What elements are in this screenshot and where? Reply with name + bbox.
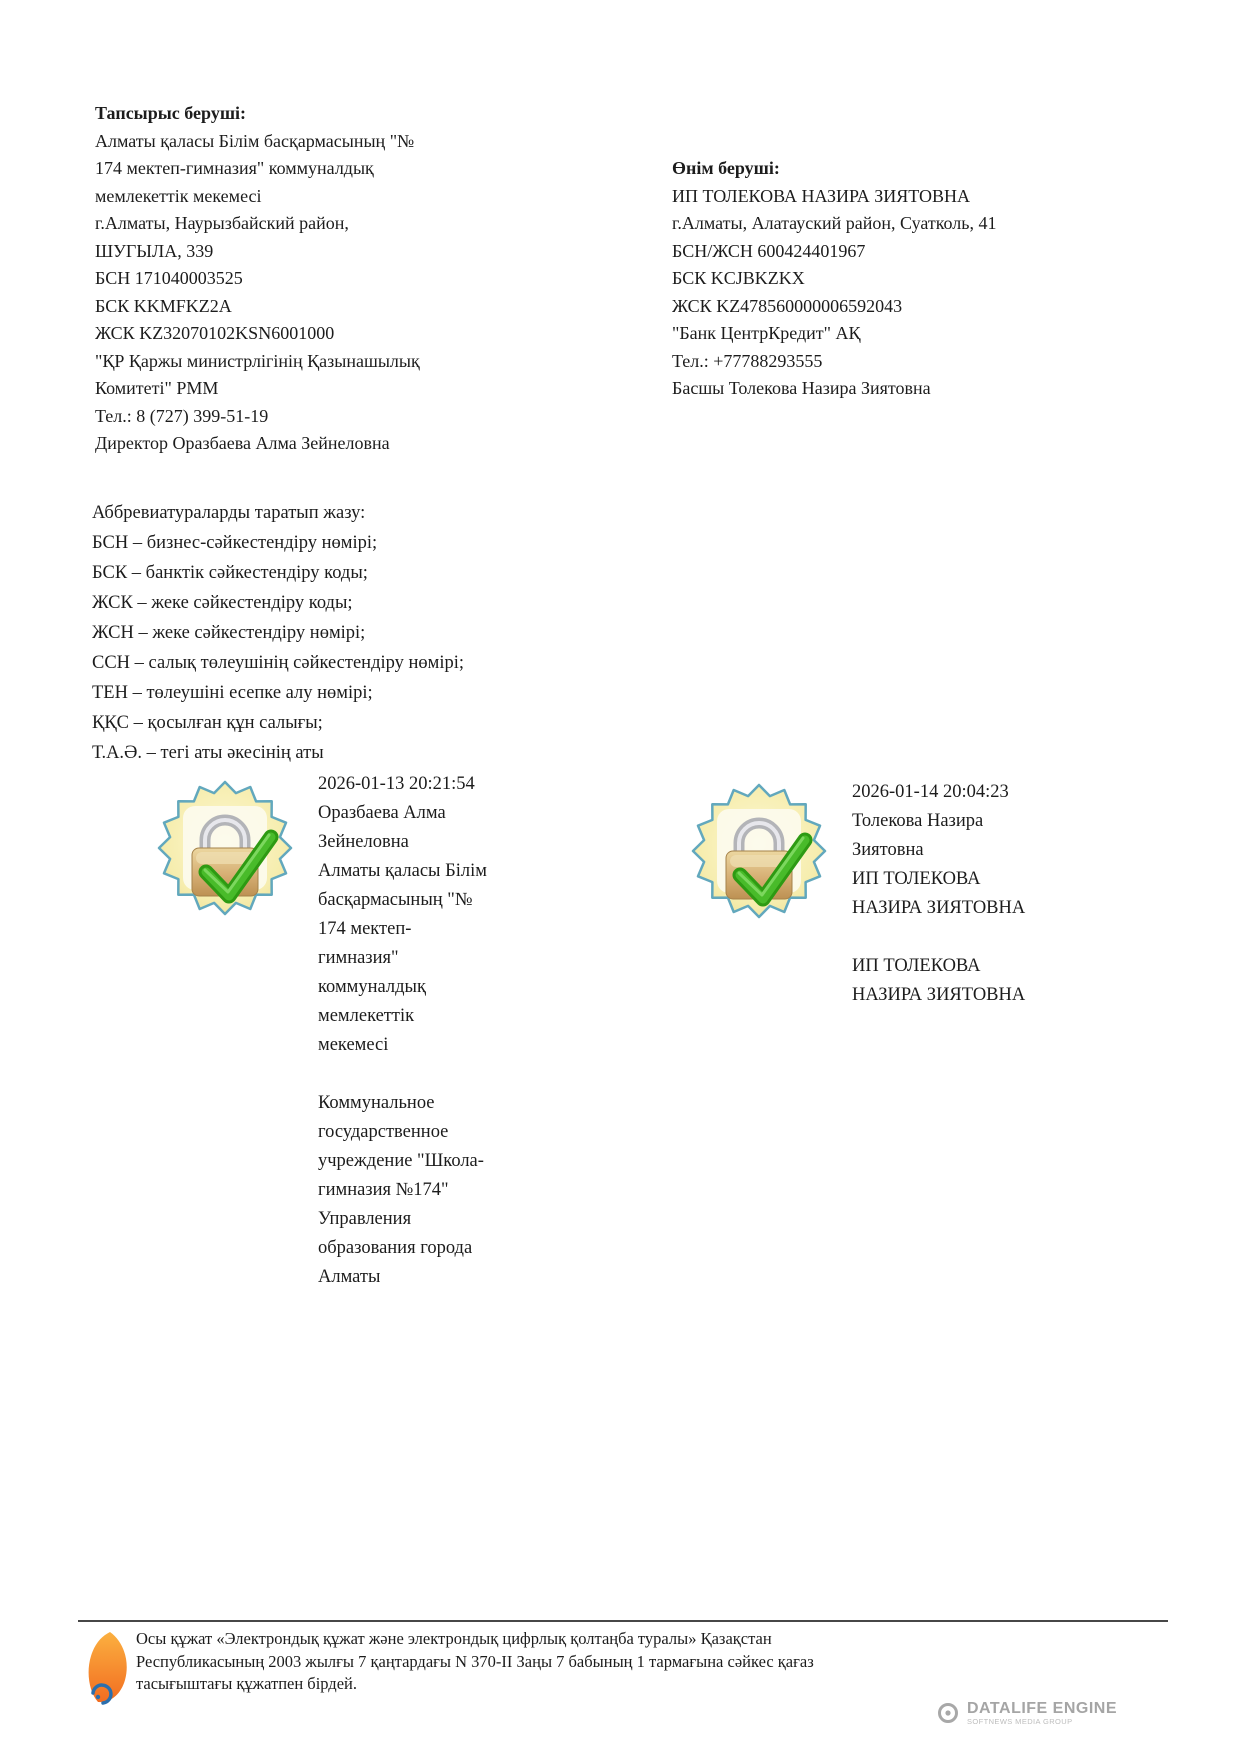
customer-signature-seal-icon (150, 773, 300, 923)
supplier-signature-seal-icon (684, 776, 834, 926)
watermark-brand: DATALIFE ENGINE (967, 1700, 1118, 1717)
signature-line: Толекова Назира (852, 811, 984, 831)
signature-line: мекемесі (318, 1035, 389, 1055)
footer-line: Осы құжат «Электрондық құжат және электрондық цифрлық қолтаңба туралы» Қазақстан (136, 1629, 772, 1648)
signature-line: учреждение "Школа- (318, 1151, 484, 1171)
signature-line: Коммунальное (318, 1093, 435, 1113)
signature-line: басқармасының "№ (318, 890, 473, 910)
abbreviations-section (92, 498, 464, 768)
customer-line: "ҚР Қаржы министрлігінің Қазынашылық (95, 350, 420, 371)
customer-signature-block (318, 770, 487, 1292)
supplier-signature-block (852, 778, 1025, 1010)
signature-line: Управления (318, 1209, 412, 1229)
customer-line: Тел.: 8 (727) 399-51-19 (95, 405, 269, 426)
datalife-gear-icon (936, 1701, 960, 1725)
abbreviations-title: Аббревиатураларды таратып жазу: (92, 503, 366, 523)
signature-line: НАЗИРА ЗИЯТОВНА (852, 985, 1026, 1005)
supplier-line: Басшы Толекова Назира Зиятовна (672, 378, 931, 398)
signature-line: НАЗИРА ЗИЯТОВНА (852, 898, 1026, 918)
abbreviation-item: ЖСК – жеке сәйкестендіру коды; (92, 593, 353, 613)
signature-line: Алматы (318, 1267, 381, 1287)
supplier-line: БСН/ЖСН 600424401967 (672, 240, 866, 261)
customer-lines (95, 128, 420, 458)
signature-line: Зиятовна (852, 840, 924, 860)
supplier-lines (672, 183, 997, 403)
lock-check-seal-icon (684, 776, 834, 926)
supplier-section (672, 155, 997, 403)
footer-divider (78, 1620, 1168, 1622)
signature-timestamp: 2026-01-14 20:04:23 (852, 782, 1009, 802)
supplier-line: Тел.: +77788293555 (672, 350, 823, 371)
supplier-line: БСК KCJBKZKX (672, 268, 805, 288)
footer-legal-text (136, 1628, 814, 1696)
customer-line: г.Алматы, Наурызбайский район, (95, 213, 349, 233)
abbreviation-item: ТЕН – төлеушіні есепке алу нөмірі; (92, 683, 373, 703)
customer-line: ЖСК KZ32070102KSN6001000 (95, 323, 335, 343)
abbreviation-item: БСК – банктік сәйкестендіру коды; (92, 563, 368, 583)
signature-line: Зейнеловна (318, 832, 409, 852)
signature-line: гимназия" (318, 948, 399, 968)
abbreviation-item: Т.А.Ә. – тегі аты әкесінің аты (92, 743, 324, 763)
footer-line: тасығыштағы құжатпен бірдей. (136, 1674, 357, 1693)
lock-check-seal-icon (150, 773, 300, 923)
customer-line: Директор Оразбаева Алма Зейнеловна (95, 433, 390, 453)
footer-lines (136, 1628, 814, 1696)
customer-line: БСК KKMFKZ2A (95, 295, 232, 316)
supplier-line: ИП ТОЛЕКОВА НАЗИРА ЗИЯТОВНА (672, 185, 971, 206)
signature-line: образования города (318, 1238, 473, 1258)
datalife-text (967, 1700, 1117, 1726)
signature-line (852, 923, 1025, 952)
abbreviation-item: ЖСН – жеке сәйкестендіру нөмірі; (92, 623, 366, 643)
signature-line: ИП ТОЛЕКОВА (852, 869, 981, 889)
watermark-subtitle: SOFTNEWS MEDIA GROUP (967, 1717, 1073, 1726)
supplier-line: "Банк ЦентрКредит" АҚ (672, 323, 861, 343)
customer-line: БСН 171040003525 (95, 268, 243, 288)
datalife-watermark (936, 1700, 1117, 1726)
signature-line (318, 1060, 487, 1089)
customer-title: Тапсырыс беруші: (95, 103, 247, 123)
abbreviation-item: БСН – бизнес-сәйкестендіру нөмірі; (92, 533, 378, 553)
supplier-line: ЖСК KZ478560000006592043 (672, 295, 903, 316)
signature-line: гимназия №174" (318, 1180, 449, 1200)
signature-line: Алматы қаласы Білім (318, 861, 487, 881)
abbreviation-item: ҚҚС – қосылған құн салығы; (92, 713, 323, 733)
supplier-line: г.Алматы, Алатауский район, Суатколь, 41 (672, 213, 997, 233)
esign-flame-icon (84, 1630, 132, 1711)
abbreviation-item: ССН – салық төлеушінің сәйкестендіру нөмірі; (92, 653, 465, 673)
customer-section (95, 100, 420, 458)
signature-line: 174 мектеп- (318, 919, 412, 939)
customer-line: Комитеті" РММ (95, 378, 219, 398)
customer-line: 174 мектеп-гимназия" коммуналдық (95, 158, 374, 178)
signature-line: Оразбаева Алма (318, 803, 446, 823)
customer-line: Алматы қаласы Білім басқармасының "№ (95, 130, 415, 151)
signature-line: государственное (318, 1122, 449, 1142)
signature-lines (318, 799, 487, 1292)
footer-line: Республикасының 2003 жылғы 7 қаңтардағы N 370-II Заңы 7 бабының 1 тармағына сәйкес қағаз (136, 1651, 814, 1671)
signature-lines (852, 807, 1025, 1010)
abbreviations-list (92, 528, 464, 768)
signature-line: ИП ТОЛЕКОВА (852, 956, 981, 976)
signature-line: мемлекеттік (318, 1006, 415, 1026)
supplier-title: Өнім беруші: (672, 158, 780, 178)
signature-line: коммуналдық (318, 977, 426, 997)
signature-timestamp: 2026-01-13 20:21:54 (318, 774, 475, 794)
customer-line: мемлекеттік мекемесі (95, 185, 262, 206)
customer-line: ШУГЫЛА, 339 (95, 240, 214, 261)
